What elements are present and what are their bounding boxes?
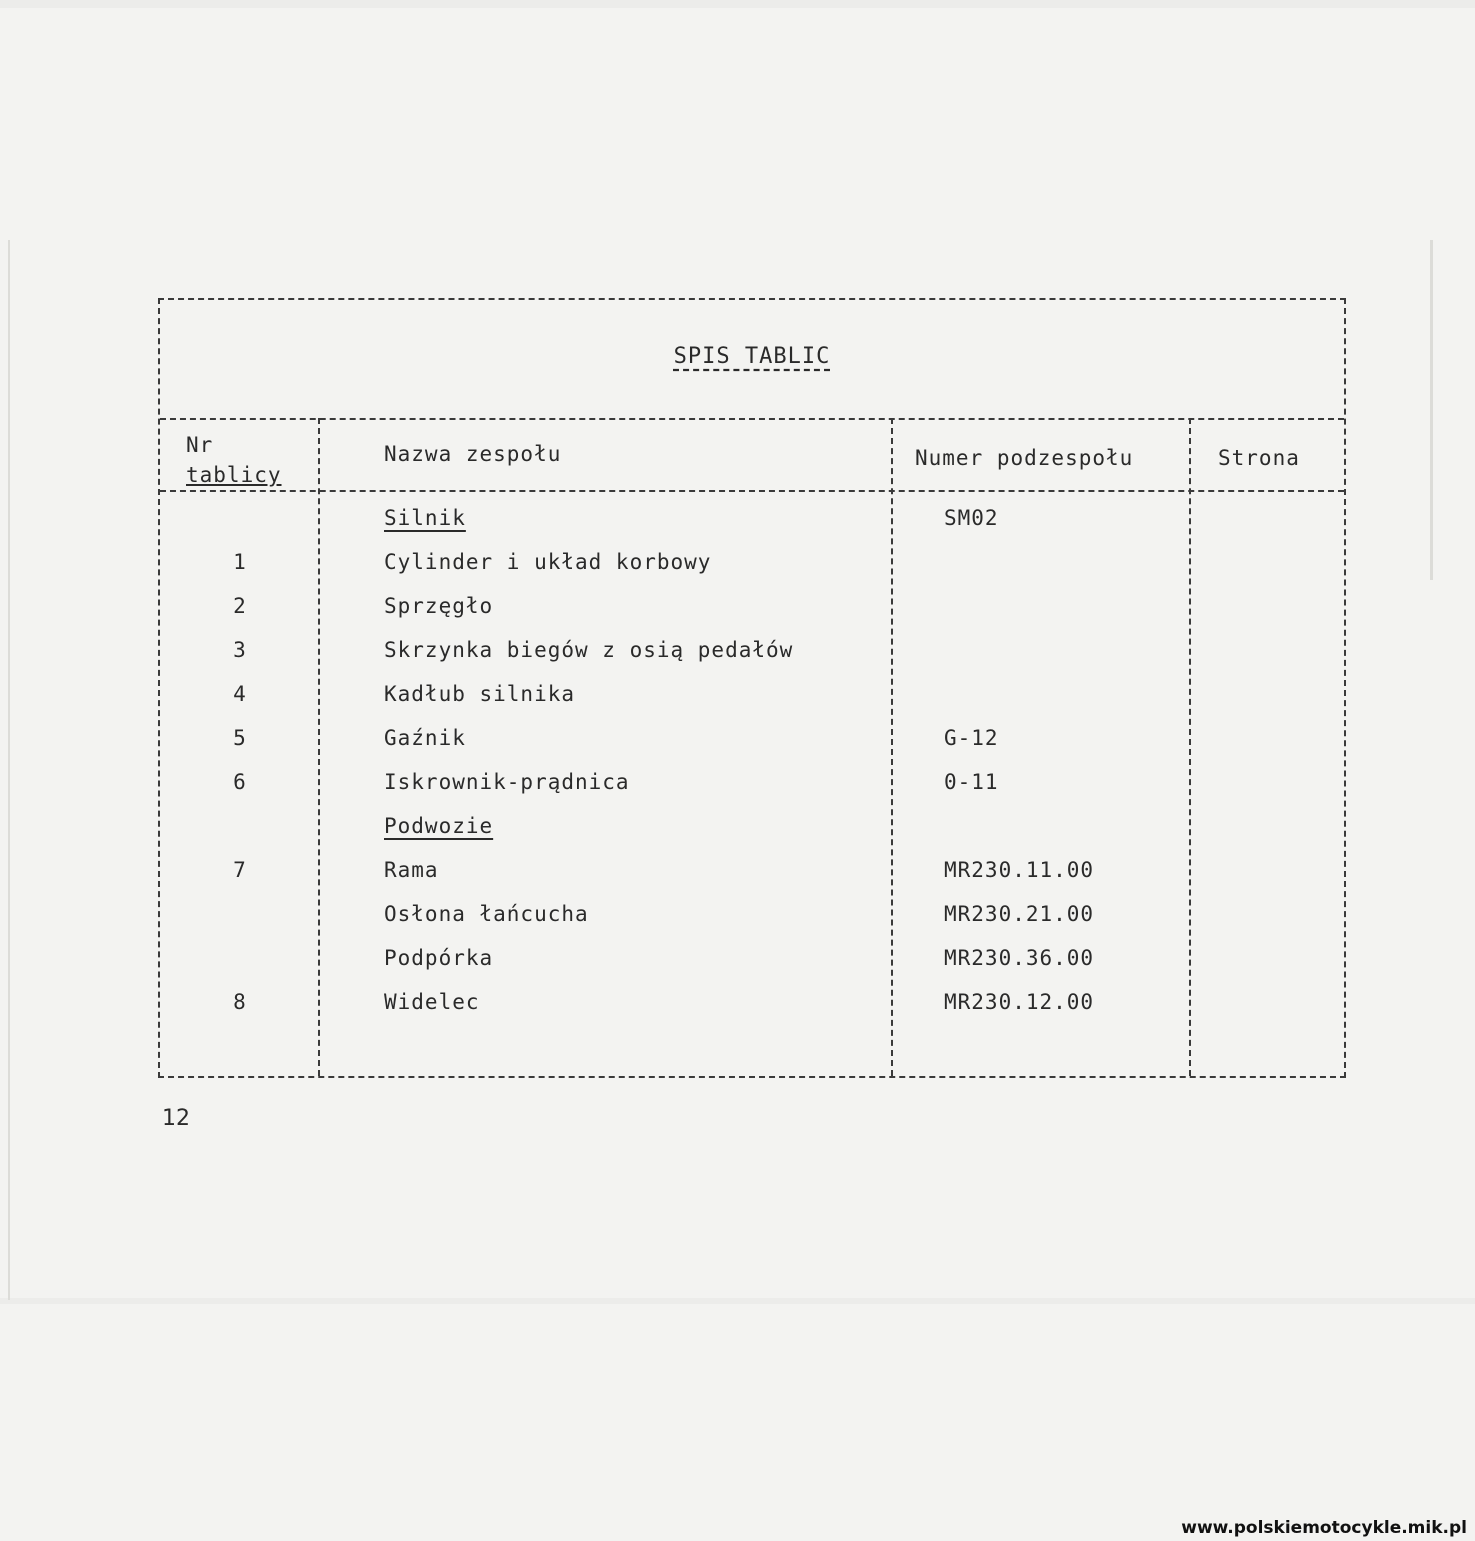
table-row: [160, 506, 1344, 550]
header-numer: Numer podzespołu: [915, 446, 1134, 470]
header-nr-line1: Nr: [186, 433, 214, 457]
assembly-name: Rama: [384, 858, 439, 882]
assembly-name: Gaźnik: [384, 726, 466, 750]
table-row: [160, 770, 1344, 814]
table-title-row: [160, 300, 1344, 420]
row-number: 5: [233, 726, 247, 750]
table-title: SPIS TABLIC: [673, 344, 831, 369]
row-number: 4: [233, 682, 247, 706]
table-row: [160, 814, 1344, 858]
table-row: [160, 858, 1344, 902]
assembly-name: Podpórka: [384, 946, 494, 970]
header-nazwa: Nazwa zespołu: [384, 442, 562, 466]
subassembly-number: MR230.12.00: [944, 990, 1095, 1014]
table-row: [160, 682, 1344, 726]
scan-edge-right: [1430, 240, 1433, 580]
table-row: [160, 638, 1344, 682]
assembly-name: Sprzęgło: [384, 594, 494, 618]
table-row: [160, 946, 1344, 990]
row-number: 1: [233, 550, 247, 574]
subassembly-number: MR230.21.00: [944, 902, 1095, 926]
scan-band-top: [0, 0, 1475, 8]
subassembly-number: G-12: [944, 726, 999, 750]
table-row: [160, 550, 1344, 594]
table-row: [160, 902, 1344, 946]
row-number: 7: [233, 858, 247, 882]
assembly-name: Podwozie: [384, 814, 494, 838]
row-number: 8: [233, 990, 247, 1014]
assembly-name: Cylinder i układ korbowy: [384, 550, 712, 574]
subassembly-number: SM02: [944, 506, 999, 530]
header-nr: [186, 430, 282, 490]
assembly-name: Skrzynka biegów z osią pedałów: [384, 638, 794, 662]
table-row: [160, 594, 1344, 638]
assembly-name: Osłona łańcucha: [384, 902, 589, 926]
row-number: 6: [233, 770, 247, 794]
header-strona: Strona: [1218, 446, 1300, 470]
assembly-name: Iskrownik-prądnica: [384, 770, 630, 794]
website-url: www.polskiemotocykle.mik.pl: [1181, 1518, 1467, 1538]
subassembly-number: MR230.11.00: [944, 858, 1095, 882]
subassembly-number: 0-11: [944, 770, 999, 794]
assembly-name: Widelec: [384, 990, 480, 1014]
assembly-name: Silnik: [384, 506, 466, 530]
row-number: 2: [233, 594, 247, 618]
table-row: [160, 990, 1344, 1034]
table-header-row: [160, 418, 1344, 492]
header-nr-line2: tablicy: [186, 463, 282, 487]
contents-table: [158, 298, 1346, 1078]
subassembly-number: MR230.36.00: [944, 946, 1095, 970]
assembly-name: Kadłub silnika: [384, 682, 576, 706]
row-number: 3: [233, 638, 247, 662]
scan-band-bottom: [0, 1298, 1475, 1304]
page-number: 12: [162, 1106, 190, 1131]
scan-edge-left: [8, 240, 10, 1300]
table-row: [160, 726, 1344, 770]
